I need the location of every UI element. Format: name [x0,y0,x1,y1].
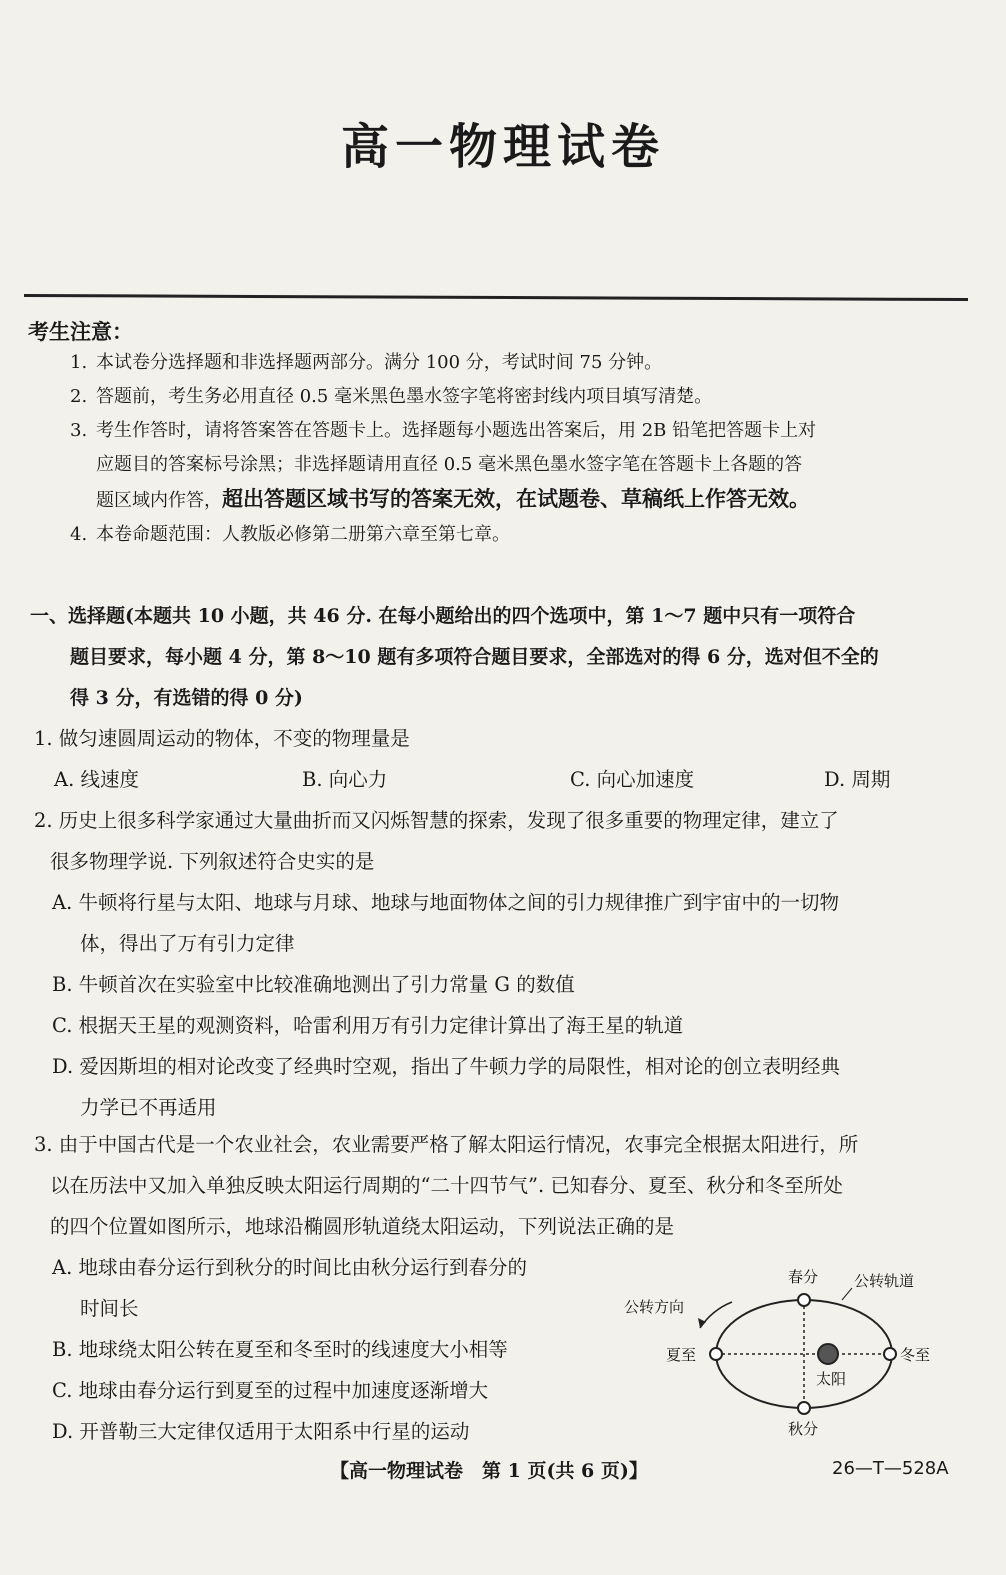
sun-icon [818,1344,838,1364]
label-sun: 太阳 [816,1370,847,1388]
section-heading: 一、选择题(本题共 10 小题，共 46 分. 在每小题给出的四个选项中，第 1～7 题中只有一项符合 题目要求，每小题 4 分，第 8～10 题有多项符合题目要求，全部选对的得 6 分，选对但不全的 得 3 分，有选错的得 0 分) [30,605,879,709]
option-d: D. 开普勒三大定律仅适用于太阳系中行星的运动 [52,1420,470,1443]
option-c: C. 地球由春分运行到夏至的过程中加速度逐渐增大 [52,1379,489,1402]
question-stem: 1. 做匀速圆周运动的物体，不变的物理量是 [34,727,410,750]
label-autumn: 秋分 [788,1420,819,1438]
earth-winter [884,1348,896,1360]
notice-item: 4. 本卷命题范围：人教版必修第二册第六章至第七章。 [70,524,510,545]
earth-autumn [798,1402,810,1414]
option-a-cont: 时间长 [80,1297,139,1320]
option-d: D. 爱因斯坦的相对论改变了经典时空观，指出了牛顿力学的局限性，相对论的创立表明经典 [52,1055,840,1078]
notice-item: 1. 本试卷分选择题和非选择题两部分。满分 100 分，考试时间 75 分钟。 [70,352,663,373]
option-d-cont: 力学已不再适用 [80,1096,217,1119]
notice-emphasis: 超出答题区域书写的答案无效，在试题卷、草稿纸上作答无效。 [222,486,810,511]
label-direction: 公转方向 [624,1298,685,1316]
question-1 [34,718,979,800]
notice-item: 2. 答题前，考生务必用直径 0.5 毫米黑色墨水签字笔将密封线内项目填写清楚。 [70,386,713,407]
question-stem: 3. 由于中国古代是一个农业社会，农业需要严格了解太阳运行情况，农事完全根据太阳进行，所 [34,1133,859,1156]
question-stem-cont: 的四个位置如图所示，地球沿椭圆形轨道绕太阳运动，下列说法正确的是 [50,1215,675,1238]
earth-summer [710,1348,722,1360]
question-stem-cont: 很多物理学说. 下列叙述符合史实的是 [50,850,375,873]
label-spring: 春分 [788,1268,819,1286]
option-b: B. 牛顿首次在实验室中比较准确地测出了引力常量 G 的数值 [52,973,575,996]
question-stem: 2. 历史上很多科学家通过大量曲折而又闪烁智慧的探索，发现了很多重要的物理定律，建立了 [34,809,839,832]
notice-item: 3. 考生作答时，请将答案答在答题卡上。选择题每小题选出答案后，用 2B 铅笔把答题卡上对 [70,420,817,441]
orbit-diagram [620,1262,970,1442]
page-title: 高一物理试卷 [340,119,665,175]
earth-spring [798,1294,810,1306]
label-winter: 冬至 [900,1346,931,1364]
option-a: A. 地球由春分运行到秋分的时间比由秋分运行到春分的 [52,1256,527,1279]
question-stem-cont: 以在历法中又加入单独反映太阳运行周期的“二十四节气”. 已知春分、夏至、秋分和冬至所处 [50,1174,843,1197]
option-a: A. 牛顿将行星与太阳、地球与月球、地球与地面物体之间的引力规律推广到宇宙中的一切物 [52,891,839,914]
question-2 [34,800,979,1128]
option-c: C. 根据天王星的观测资料，哈雷利用万有引力定律计算出了海王星的轨道 [52,1014,684,1037]
notice-item-cont: 应题目的答案标号涂黑；非选择题请用直径 0.5 毫米黑色墨水签字笔在答题卡上各题的答 [96,454,803,475]
notice-item-cont: 题区域内作答，超出答题区域书写的答案无效，在试题卷、草稿纸上作答无效。 [96,486,810,511]
arrow-head-icon [698,1318,706,1328]
notice-list [70,346,970,552]
option-row [34,759,979,800]
footer-code: 26—T—528A [832,1458,949,1479]
header-divider [24,294,968,301]
label-orbit: 公转轨道 [854,1272,915,1290]
option-b: B. 向心力 [302,768,388,791]
notice-heading: 考生注意： [28,319,133,344]
option-a-cont: 体，得出了万有引力定律 [80,932,295,955]
orbit-leader [842,1288,852,1300]
option-c: C. 向心加速度 [570,768,695,791]
label-summer: 夏至 [666,1346,697,1364]
option-a: A. 线速度 [54,768,139,791]
option-b: B. 地球绕太阳公转在夏至和冬至时的线速度大小相等 [52,1338,508,1361]
option-d: D. 周期 [824,768,891,791]
direction-arrow [700,1302,732,1328]
footer-title: 【高一物理试卷 第 1 页(共 6 页)】 [330,1460,648,1482]
